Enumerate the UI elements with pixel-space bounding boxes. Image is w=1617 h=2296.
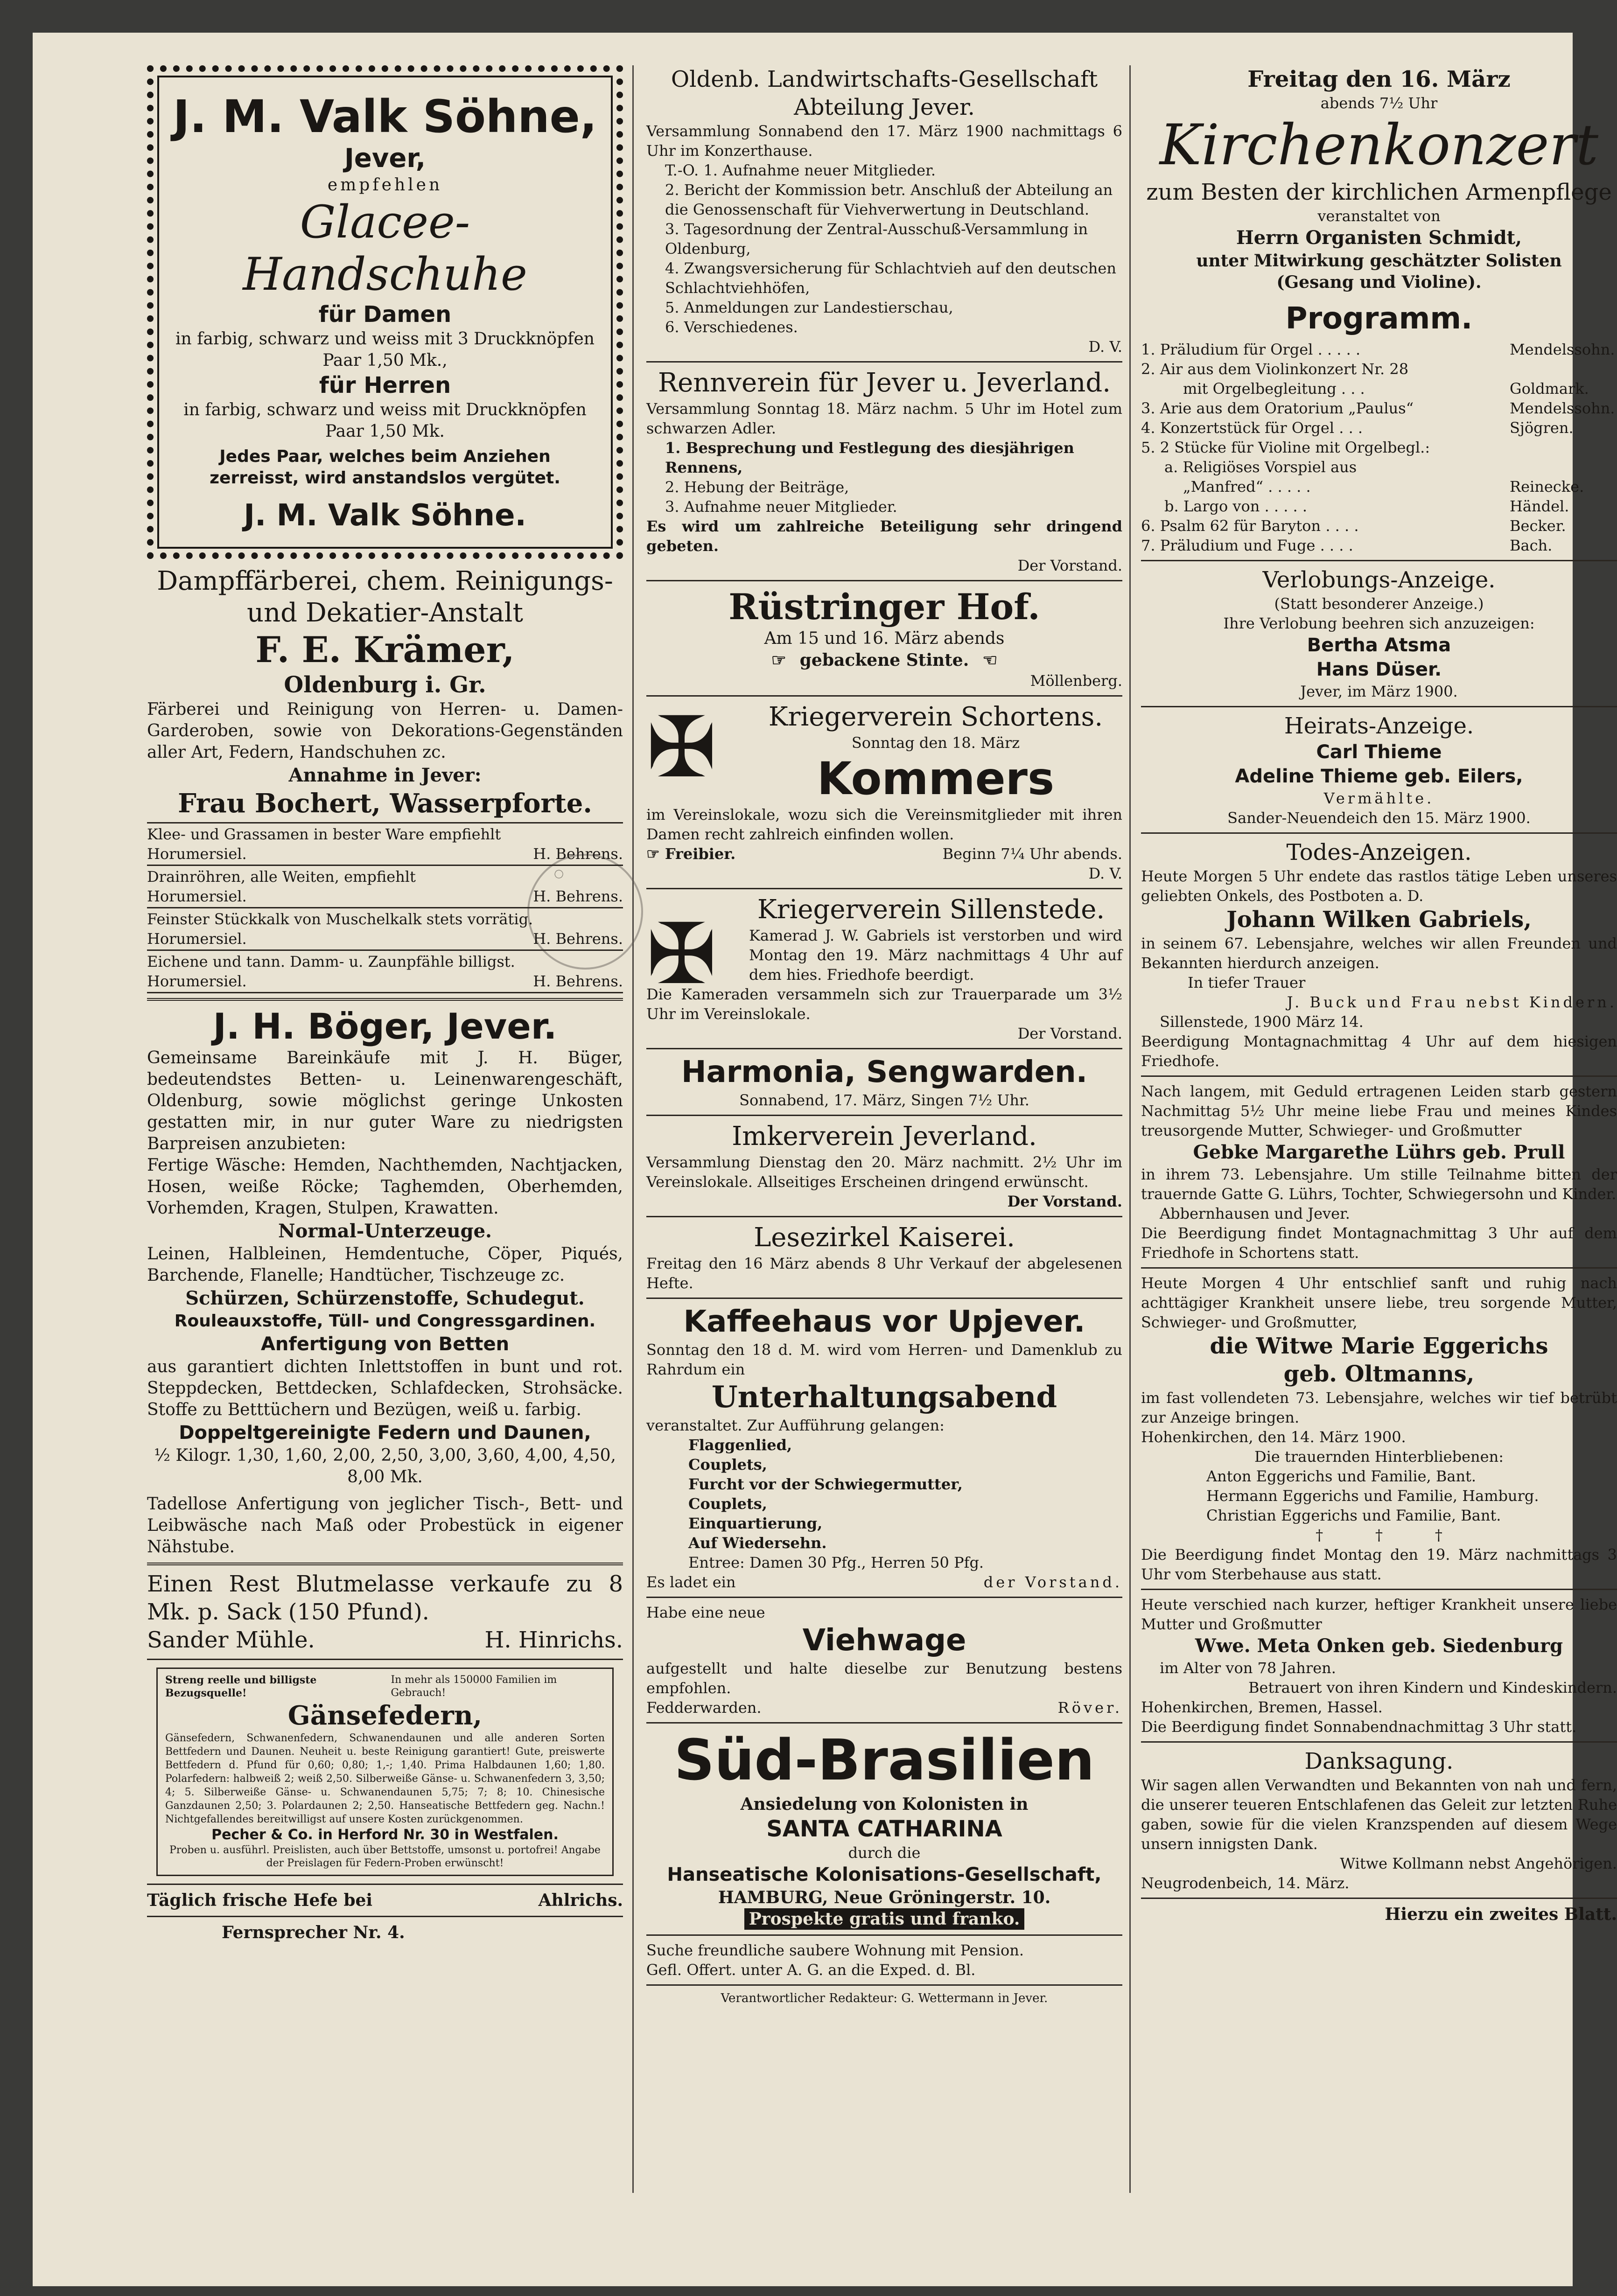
program-row (1141, 379, 1617, 398)
sued-line6: Prospekte gratis und franko. (744, 1908, 1025, 1930)
konzert-prog-title: Programm. (1285, 301, 1473, 336)
schortens-freibier: Freibier. (665, 845, 736, 863)
todes-a2-burial: Die Beerdigung findet Montagnachmittag 3 Uhr auf dem Friedhofe in Schortens statt. (1141, 1224, 1617, 1262)
heirat-title: Heirats-Anzeige. (1284, 713, 1474, 739)
konzert-program (1141, 340, 1617, 555)
gaense-footer: Proben u. ausführl. Preislisten, auch über Bettstoffe, umsonst u. portofrei! Angabe der Preislagen für Federn-Proben erwünscht! (169, 1844, 601, 1869)
behrens-line: Drainröhren, alle Weiten, empfiehlt (147, 868, 416, 886)
boeger-w3: Leinen, Halbleinen, Hemdentuche, Cöper, Piqués, Barchende, Flanelle; Handtücher, Tischzeuge zc. (147, 1244, 623, 1285)
hand-pointer-icon: ☞ (771, 650, 786, 670)
program-row (1141, 438, 1617, 457)
dank-title: Danksagung. (1304, 1748, 1454, 1774)
program-title: mit Orgelbegleitung . . . (1183, 380, 1365, 398)
kraemer-town: Oldenburg i. Gr. (284, 672, 486, 698)
program-row (1141, 418, 1617, 438)
viehwage-pre: Habe eine neue (646, 1604, 765, 1621)
renn-ad (646, 367, 1122, 575)
fernsprecher: Fernsprecher Nr. 4. (222, 1923, 405, 1942)
landw-item: 3. Tagesordnung der Zentral-Ausschuß-Versammlung in Oldenburg, (665, 220, 1088, 258)
program-composer: Goldmark. (1510, 380, 1589, 398)
kaffee-item: Couplets, (688, 1456, 767, 1473)
todes-a3-burial: Die Beerdigung findet Montag den 19. März nachmittags 3 Uhr vom Sterbehause aus statt. (1141, 1546, 1617, 1583)
schortens-sign: D. V. (1088, 865, 1122, 882)
todes-a2-name: Gebke Margarethe Lührs geb. Prull (1193, 1141, 1565, 1163)
todes-a2-text: in ihrem 73. Lebensjahre. Um stille Teilnahme bitten der trauernde Gatte G. Lührs, Tochter, Schwiegersohn und Kinder. (1141, 1165, 1617, 1203)
landw-item: 5. Anmeldungen zur Landestierschau, (665, 299, 953, 316)
sued-ad (646, 1728, 1122, 1930)
renn-item: 1. Besprechung und Festlegung des diesjährigen Rennens, (665, 439, 1074, 476)
behrens-name: H. Behrens. (533, 930, 623, 948)
program-row (1141, 477, 1617, 496)
harmonia-text: Sonnabend, 17. März, Singen 7½ Uhr. (739, 1091, 1029, 1109)
boeger-w1: Fertige Wäsche: Hemden, Nachthemden, Nachtjacken, Hosen, weiße Röcke; Taghemden, Oberhemden, Vorhemden, Kragen, Stulpen, Krawatten. (147, 1156, 623, 1218)
behrens-line: Eichene und tann. Damm- u. Zaunpfähle billigst. (147, 953, 515, 970)
harmonia-ad (646, 1054, 1122, 1110)
library-stamp: ○ (504, 831, 665, 992)
kaffee-item: Einquartierung, (688, 1514, 823, 1532)
imker-text: Versammlung Dienstag den 20. März nachmitt. 2½ Uhr im Vereinslokale. Allseitiges Erscheinen dringend erwünscht. (646, 1153, 1122, 1191)
sillen-ad (646, 894, 1122, 1043)
program-title: „Manfred“ . . . . . (1183, 478, 1311, 495)
schortens-text: im Vereinslokale, wozu sich die Vereinsmitglieder mit ihren Damen recht zahlreich einfinden wollen. (646, 806, 1122, 843)
imker-sign: Der Vorstand. (1007, 1193, 1122, 1210)
ruestringer-title: Rüstringer Hof. (728, 586, 1040, 628)
renn-item: 2. Hebung der Beiträge, (665, 478, 849, 496)
sued-title: Süd-Brasilien (674, 1728, 1095, 1793)
viehwage-place: Fedderwarden. (646, 1699, 762, 1717)
program-row (1141, 496, 1617, 516)
program-composer: Mendelssohn. (1510, 341, 1615, 358)
todes-a1-intro: Heute Morgen 5 Uhr endete das rastlos tätige Leben unseres geliebten Onkels, des Postboten a. D. (1141, 867, 1617, 905)
verlobung-place: Jever, im März 1900. (1300, 683, 1458, 700)
boeger-w4: Schürzen, Schürzenstoffe, Schudegut. (185, 1287, 585, 1309)
kraemer-head2: und Dekatier-Anstalt (247, 598, 523, 628)
renn-sign: Der Vorstand. (1017, 557, 1122, 574)
schortens-ad (646, 701, 1122, 883)
dank-text: Wir sagen allen Verwandten und Bekannten von nah und fern, die unserer teueren Entschlafenen das Geleit zur letzten Ruhe gaben, sowie für die vielen Kranzspenden auf diesem Wege unsern innigsten Dank. (1141, 1776, 1617, 1853)
todes-a3-family: Anton Eggerichs und Familie, Bant. (1206, 1467, 1477, 1485)
behrens-ad (147, 951, 623, 993)
program-title: 1. Präludium für Orgel . . . . . (1141, 341, 1361, 358)
behrens-place: Horumersiel. (147, 972, 247, 990)
hand-pointer-icon: ☜ (982, 650, 998, 670)
hinrichs-name: H. Hinrichs. (484, 1627, 623, 1653)
column-rule (1129, 65, 1131, 2193)
kaffee-text2: veranstaltet. Zur Aufführung gelangen: (646, 1417, 945, 1434)
verlobung-title: Verlobungs-Anzeige. (1262, 567, 1496, 593)
column-3 (1141, 65, 1617, 2193)
sillen-text: Kamerad J. W. Gabriels ist verstorben und wird Montag den 19. März nachmittags 4 Uhr auf dem hies. Friedhofe beerdigt. (749, 927, 1122, 984)
boeger-intro: Gemeinsame Bareinkäufe mit J. H. Büger, bedeutendstes Betten- u. Leinenwarengeschäft, Oldenburg, sowie möglichst geringe Unkosten gestatten mir, in nur guter Ware zu niedrigsten Barpreisen anzubieten: (147, 1048, 623, 1153)
kaffee-text: Sonntag den 18 d. M. wird vom Herren- und Damenklub zu Rahrdum ein (646, 1341, 1122, 1378)
landw-title1: Oldenb. Landwirtschafts-Gesellschaft (671, 66, 1098, 92)
todes-a3-place: Hohenkirchen, den 14. März 1900. (1141, 1428, 1406, 1446)
kaffee-item: Couplets, (688, 1495, 767, 1513)
program-composer (1510, 359, 1617, 379)
gaense-firm: Pecher & Co. in Herford Nr. 30 in Westfalen. (211, 1827, 559, 1843)
todes-a3-intro: Heute Morgen 4 Uhr entschlief sanft und ruhig nach achttägiger Krankheit unsere liebe, treu sorgende Mutter, Schwieger- und Großmutter, (1141, 1274, 1617, 1331)
lese-text: Freitag den 16 März abends 8 Uhr Verkauf der abgelesenen Hefte. (646, 1255, 1122, 1292)
program-title: a. Religiöses Vorspiel aus (1164, 458, 1357, 476)
todes-a4-mourn: Betrauert von ihren Kindern und Kindeskindern. (1248, 1679, 1617, 1696)
valk-herren: für Herren (319, 372, 451, 398)
kaffee-item: Flaggenlied, (688, 1436, 792, 1454)
program-row (1141, 516, 1617, 536)
hand-pointer-icon: ☞ (646, 845, 665, 863)
program-title: b. Largo von . . . . . (1164, 497, 1308, 515)
valk-item1: Glacee- (300, 196, 470, 248)
hinrichs-place: Sander Mühle. (147, 1627, 315, 1653)
renn-note: Es wird um zahlreiche Beteiligung sehr dringend gebeten. (646, 517, 1122, 555)
todes-a3-name2: geb. Oltmanns, (1283, 1361, 1475, 1387)
program-composer (1510, 438, 1617, 457)
boeger-w9: ½ Kilogr. 1,30, 1,60, 2,00, 2,50, 3,00, 3,60, 4,00, 4,50, 8,00 Mk. (154, 1446, 616, 1486)
boeger-w10: Tadellose Anfertigung von jeglicher Tisch-, Bett- und Leibwäsche nach Maß oder Probestück in eigener Nähstube. (147, 1494, 623, 1556)
sued-line3: durch die (848, 1844, 921, 1862)
todes-a1-burial: Beerdigung Montagnachmittag 4 Uhr auf dem hiesigen Friedhofe. (1141, 1033, 1617, 1070)
valk-footer: J. M. Valk Söhne. (244, 498, 526, 533)
imker-ad (646, 1121, 1122, 1211)
program-row (1141, 340, 1617, 359)
footer-redakteur: Verantwortlicher Redakteur: G. Wettermann in Jever. (721, 1991, 1048, 2005)
valk-damen: für Damen (318, 301, 452, 328)
boeger-name: J. H. Böger, Jever. (213, 1005, 557, 1047)
viehwage-text: aufgestellt und halte dieselbe zur Benutzung bestens empfohlen. (646, 1660, 1122, 1697)
iron-cross-icon: ✠ (646, 699, 717, 796)
behrens-name: H. Behrens. (533, 887, 623, 905)
schortens-begin: Beginn 7¼ Uhr abends. (942, 845, 1122, 863)
verlobung-ad (1141, 566, 1617, 701)
dank-ad (1141, 1747, 1617, 1893)
todes-a1-family: J. Buck und Frau nebst Kindern. (1287, 993, 1617, 1011)
wohnung-text: Suche freundliche saubere Wohnung mit Pension. (646, 1941, 1024, 1959)
program-composer (1510, 457, 1617, 477)
gaense-ad (156, 1668, 614, 1876)
ahlrichs-ad (147, 1890, 623, 1911)
ruestringer-sign: Möllenberg. (1030, 672, 1122, 690)
viehwage-name: Röver. (1057, 1699, 1122, 1717)
behrens-ad (147, 823, 623, 866)
todes-a3-hinter: Die trauernden Hinterbliebenen: (1254, 1448, 1504, 1466)
column-rule (632, 65, 634, 2193)
ahlrichs-text: Täglich frische Hefe bei (147, 1891, 373, 1910)
todes-ads (1141, 838, 1617, 1737)
renn-intro: Versammlung Sonntag 18. März nachm. 5 Uhr im Hotel zum schwarzen Adler. (646, 400, 1122, 437)
gaense-title: Gänsefedern, (287, 1700, 483, 1731)
todes-a4-age: im Alter von 78 Jahren. (1160, 1659, 1336, 1677)
valk-item2: Handschuhe (243, 248, 527, 300)
sued-line5: HAMBURG, Neue Gröningerstr. 10. (718, 1888, 1051, 1907)
iron-cross-icon: ✠ (646, 906, 717, 1003)
program-composer: Mendelssohn. (1510, 399, 1615, 417)
konzert-line1: zum Besten der kirchlichen Armenpflege (1146, 179, 1612, 205)
kaffee-invite-right: der Vorstand. (983, 1573, 1122, 1591)
sued-line4: Hanseatische Kolonisations-Gesellschaft, (667, 1864, 1102, 1885)
todes-a1-text: in seinem 67. Lebensjahre, welches wir allen Freunden und Bekannten hierdurch anzeigen. (1141, 935, 1617, 972)
landw-item: 6. Verschiedenes. (665, 318, 798, 336)
todes-a1-name: Johann Wilken Gabriels, (1226, 907, 1532, 933)
program-composer: Bach. (1510, 537, 1553, 554)
dank-place: Neugrodenbeich, 14. März. (1141, 1874, 1350, 1892)
behrens-place: Horumersiel. (147, 887, 247, 905)
valk-ad (147, 65, 623, 559)
landw-title2: Abteilung Jever. (794, 94, 975, 120)
landw-ad (646, 65, 1122, 356)
ruestringer-line1: Am 15 und 16. März abends (764, 629, 1005, 648)
renn-title: Rennverein für Jever u. Jeverland. (658, 368, 1111, 398)
program-composer: Händel. (1510, 497, 1569, 515)
renn-item: 3. Aufnahme neuer Mitglieder. (665, 498, 897, 516)
footer-zweites-blatt: Hierzu ein zweites Blatt. (1385, 1905, 1617, 1924)
behrens-place: Horumersiel. (147, 930, 247, 948)
todes-a4-name: Wwe. Meta Onken geb. Siedenburg (1195, 1635, 1563, 1657)
boeger-w8: Doppeltgereinigte Federn und Daunen, (179, 1422, 591, 1444)
konzert-time: abends 7½ Uhr (1320, 94, 1438, 112)
wohnung-text2: Gefl. Offert. unter A. G. an die Exped. d. Bl. (646, 1961, 976, 1979)
todes-a1-place: Sillenstede, 1900 März 14. (1160, 1013, 1364, 1031)
heirat-name1: Carl Thieme (1316, 741, 1442, 763)
program-title: 5. 2 Stücke für Violine mit Orgelbegl.: (1141, 439, 1430, 456)
konzert-line2: veranstaltet von (1317, 207, 1441, 225)
kaffee-event: Unterhaltungsabend (711, 1380, 1057, 1415)
landw-sign: D. V. (1088, 338, 1122, 356)
heirat-place: Sander-Neuendeich den 15. März 1900. (1227, 809, 1531, 827)
todes-a4-intro: Heute verschied nach kurzer, heftiger Krankheit unsere liebe Mutter und Großmutter (1141, 1596, 1617, 1633)
column-2 (646, 65, 1122, 2193)
behrens-line: Feinster Stückkalk von Muschelkalk stets vorrätig. (147, 910, 533, 928)
todes-a3-family: Christian Eggerichs und Familie, Bant. (1206, 1507, 1501, 1524)
todes-a1-trauer: In tiefer Trauer (1188, 974, 1306, 991)
imker-title: Imkerverein Jeverland. (732, 1121, 1037, 1151)
cross-icons: † † † (1316, 1526, 1442, 1544)
sued-line1: Ansiedelung von Kolonisten in (740, 1794, 1029, 1814)
todes-a2-place: Abbernhausen und Jever. (1160, 1205, 1350, 1222)
valk-herren-text: in farbig, schwarz und weiss mit Druckknöpfen Paar 1,50 Mk. (183, 400, 587, 441)
behrens-ads (147, 822, 623, 993)
hinrichs-text: Einen Rest Blutmelasse verkaufe zu 8 Mk. p. Sack (150 Pfund). (147, 1571, 623, 1625)
todes-a2-intro: Nach langem, mit Geduld ertragenen Leiden starb gestern Nachmittag 5½ Uhr meine liebe Frau und meines Kindes treusorgende Mutter, Schwieger- und Großmutter (1141, 1082, 1617, 1139)
kraemer-ad (147, 565, 623, 819)
kraemer-head1: Dampffärberei, chem. Reinigungs- (157, 566, 613, 596)
column-1 (147, 65, 623, 2193)
program-title: 4. Konzertstück für Orgel . . . (1141, 419, 1363, 437)
valk-empfehlen: empfehlen (327, 175, 443, 195)
sillen-text2: Die Kameraden versammeln sich zur Trauerparade um 3½ Uhr im Vereinslokale. (646, 985, 1122, 1023)
sillen-title: Kriegerverein Sillenstede. (757, 894, 1105, 925)
behrens-ad (147, 866, 623, 908)
boeger-ad (147, 1005, 623, 1558)
program-title: 2. Air aus dem Violinkonzert Nr. 28 (1141, 360, 1409, 378)
program-title: 7. Präludium und Fuge . . . . (1141, 537, 1353, 554)
boeger-w6: Anfertigung von Betten (260, 1333, 510, 1355)
program-composer: Sjögren. (1510, 419, 1574, 437)
heirat-ad (1141, 712, 1617, 828)
landw-item: 2. Bericht der Kommission betr. Anschluß der Abteilung an die Genossenschaft für Viehverwertung in Deutschland. (665, 181, 1113, 218)
konzert-line3: Herrn Organisten Schmidt, (1236, 227, 1522, 249)
schortens-event: Kommers (817, 753, 1055, 805)
gaense-top-left: Streng reelle und billigste Bezugsquelle! (165, 1674, 317, 1699)
todes-a4-place: Hohenkirchen, Bremen, Hassel. (1141, 1698, 1383, 1716)
konzert-line4: unter Mitwirkung geschätzter Solisten (1196, 251, 1562, 271)
kaffee-ad (646, 1304, 1122, 1592)
behrens-name: H. Behrens. (533, 972, 623, 990)
verlobung-sub: (Statt besonderer Anzeige.) (1274, 595, 1484, 613)
kaffee-item: Furcht vor der Schwiegermutter, (688, 1475, 963, 1493)
konzert-ad (1141, 65, 1617, 337)
todes-title: Todes-Anzeigen. (1286, 839, 1472, 865)
viehwage-ad (646, 1603, 1122, 1717)
kraemer-annahme: Annahme in Jever: (288, 764, 482, 786)
ruestringer-line2: gebackene Stinte. (799, 650, 969, 670)
ahlrichs-name: Ahlrichs. (538, 1891, 623, 1910)
schortens-date: Sonntag den 18. März (851, 734, 1020, 752)
valk-damen-text: in farbig, schwarz und weiss mit 3 Druckknöpfen Paar 1,50 Mk., (175, 329, 595, 370)
valk-name: J. M. Valk Söhne, (173, 91, 597, 143)
verlobung-text: Ihre Verlobung beehren sich anzuzeigen: (1223, 614, 1535, 632)
konzert-date: Freitag den 16. März (1247, 66, 1511, 92)
todes-a3-name1: die Witwe Marie Eggerichs (1210, 1333, 1548, 1359)
hinrichs-ad (147, 1570, 623, 1654)
program-row (1141, 359, 1617, 379)
boeger-w5: Rouleauxstoffe, Tüll- und Congressgardinen. (174, 1312, 596, 1331)
kraemer-name: F. E. Krämer, (255, 629, 515, 670)
landw-intro: Versammlung Sonnabend den 17. März 1900 nachmittags 6 Uhr im Konzerthause. (646, 122, 1122, 160)
kaffee-invite-left: Es ladet ein (646, 1573, 736, 1591)
program-composer: Reinecke. (1510, 478, 1584, 495)
kaffee-entree: Entree: Damen 30 Pfg., Herren 50 Pfg. (688, 1554, 984, 1571)
verlobung-name2: Hans Düser. (1316, 659, 1442, 680)
behrens-line: Klee- und Grassamen in bester Ware empfiehlt (147, 825, 501, 843)
behrens-place: Horumersiel. (147, 845, 247, 863)
gaense-text: Gänsefedern, Schwanenfedern, Schwanendaunen und alle anderen Sorten Bettfedern und Daunen. Neuheit u. beste Reinigung garantiert! Gute, preiswerte Bettfedern d. Pfund für 0,60; 0,80; 1,-; 1,40. Prima Halbdaunen 1,60; 1,80. Polarfedern: halbweiß 2; weiß 2,50. Silberweiße Gänse- u. Schwanenfedern 3, 3,50; 4; 5. Silberweiße Gänse- u. Schwanendaunen 5,75; 7; 8; 10. Chinesische Ganzdaunen 2,50; 3. Polardaunen 2; 2,50. Hanseatische Bettfedern geg. Nachn.! Nichtgefallendes bereitwilligst auf unsere Kosten zurückgenommen. (165, 1732, 605, 1825)
lese-ad (646, 1222, 1122, 1293)
schortens-title: Kriegerverein Schortens. (768, 702, 1103, 732)
todes-a3-family: Hermann Eggerichs und Familie, Hamburg. (1206, 1487, 1539, 1505)
sillen-sign: Der Vorstand. (1017, 1025, 1122, 1042)
gaense-top-right: In mehr als 150000 Familien im Gebrauch! (391, 1674, 557, 1699)
konzert-title: Kirchenkonzert (1159, 113, 1599, 178)
kaffee-item: Auf Wiedersehn. (688, 1534, 827, 1552)
valk-town: Jever, (344, 143, 426, 174)
program-composer: Becker. (1510, 517, 1566, 535)
viehwage-title: Viehwage (802, 1623, 966, 1658)
heirat-name2: Adeline Thieme geb. Eilers, (1235, 766, 1523, 787)
behrens-ad (147, 908, 623, 951)
behrens-name: H. Behrens. (533, 845, 623, 863)
todes-a3-text: im fast vollendeten 73. Lebensjahre, welches wir tief betrübt zur Anzeige bringen. (1141, 1389, 1617, 1426)
wohnung-ad (646, 1940, 1122, 1980)
valk-guarantee: Jedes Paar, welches beim Anziehen zerreisst, wird anstandslos vergütet. (210, 447, 560, 488)
program-row (1141, 536, 1617, 555)
landw-item: 4. Zwangsversicherung für Schlachtvieh auf den deutschen Schlachtviehhöfen, (665, 259, 1116, 297)
kraemer-text: Färberei und Reinigung von Herren- u. Damen-Garderoben, sowie von Dekorations-Gegenständen aller Art, Federn, Handschuhen zc. (147, 700, 623, 762)
todes-a4-burial: Die Beerdigung findet Sonnabendnachmittag 3 Uhr statt. (1141, 1718, 1577, 1736)
dank-sign: Witwe Kollmann nebst Angehörigen. (1340, 1855, 1617, 1872)
kaffee-title: Kaffeehaus vor Upjever. (683, 1305, 1085, 1339)
program-row (1141, 398, 1617, 418)
program-row (1141, 457, 1617, 477)
newspaper-page (33, 33, 1617, 2286)
heirat-verm: Vermählte. (1323, 789, 1435, 807)
lese-title: Lesezirkel Kaiserei. (754, 1222, 1015, 1253)
verlobung-name1: Bertha Atsma (1307, 635, 1451, 656)
program-title: 3. Arie aus dem Oratorium „Paulus“ (1141, 399, 1414, 417)
boeger-w7: aus garantiert dichten Inlettstoffen in bunt und rot. Steppdecken, Bettdecken, Schlafdecken, Strohsäcke. Stoffe zu Betttüchern und Bezügen, weiß u. farbig. (147, 1357, 623, 1419)
program-title: 6. Psalm 62 für Baryton . . . . (1141, 517, 1359, 535)
konzert-line5: (Gesang und Violine). (1276, 272, 1482, 292)
sued-line2: SANTA CATHARINA (766, 1816, 1002, 1842)
harmonia-title: Harmonia, Sengwarden. (681, 1055, 1088, 1089)
landw-item: T.-O. 1. Aufnahme neuer Mitglieder. (665, 161, 936, 179)
boeger-w2: Normal-Unterzeuge. (278, 1220, 492, 1242)
kraemer-agent: Frau Bochert, Wasserpforte. (178, 788, 592, 819)
ruestringer-ad (646, 586, 1122, 691)
